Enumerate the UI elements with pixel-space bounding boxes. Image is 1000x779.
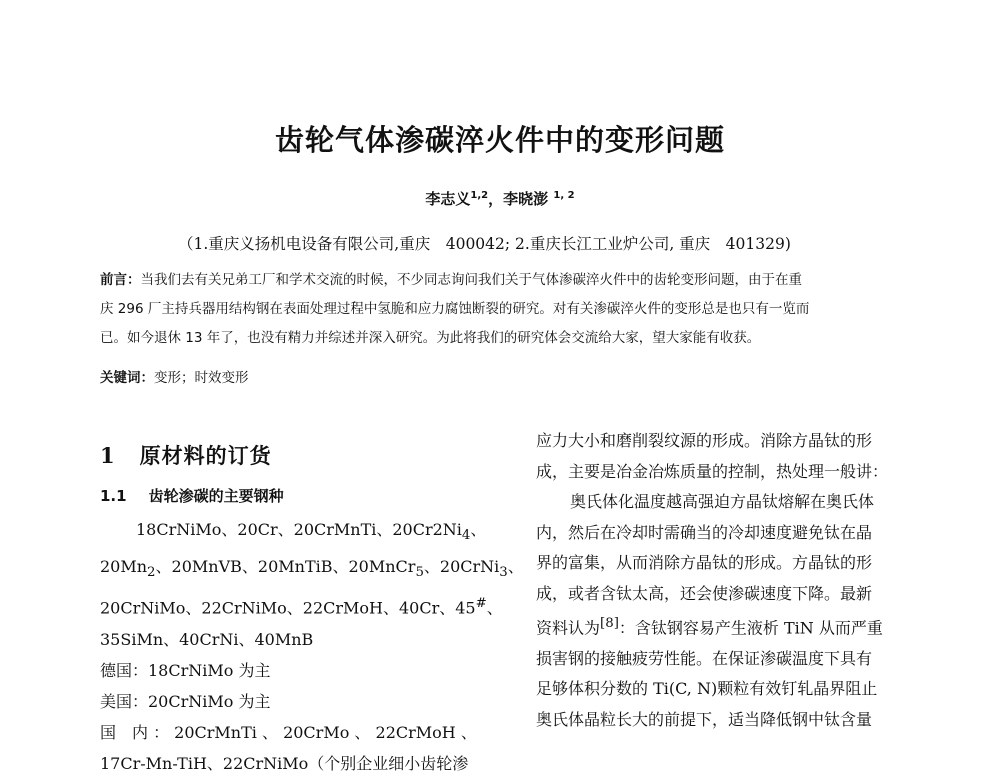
- text-line: 美国：20CrNiMo 为主: [100, 691, 271, 711]
- text-span: 、: [507, 557, 524, 577]
- abstract-line: 庆 296 厂主持兵器用结构钢在表面处理过程中氢脆和应力腐蚀断裂的研究。对有关渗碳淬火件的变形总是也只有一览而: [100, 301, 810, 317]
- text-line: 国 内 ： 20CrMnTi 、 20CrMo 、 22CrMoH 、: [100, 722, 477, 742]
- subscript: 2: [147, 565, 156, 581]
- section-number: 1: [100, 443, 116, 468]
- subsection-heading: [100, 485, 284, 506]
- author-name: 李晓澎: [503, 190, 549, 208]
- text-line: 35SiMn、40CrNi、40MnB: [100, 629, 314, 649]
- section-title: 原材料的订货: [139, 443, 272, 468]
- text-span: 18CrNiMo、20Cr、20CrMnTi、20Cr2Ni: [136, 520, 462, 539]
- text-span: 、20CrNi: [423, 557, 500, 577]
- text-line: [100, 514, 487, 551]
- text-line: 德国：18CrNiMo 为主: [100, 660, 271, 680]
- keywords: [100, 366, 249, 386]
- right-column: [536, 426, 918, 735]
- subsection-title: 齿轮渗碳的主要钢种: [148, 487, 284, 505]
- author-line: [0, 188, 1000, 209]
- left-column: [100, 514, 524, 779]
- text-line: 成，或者含钛太高，还会使渗碳速度下降。最新: [536, 583, 873, 603]
- text-line: [536, 609, 918, 644]
- text-line: [100, 551, 524, 588]
- affiliation: （1.重庆义扬机电设备有限公司,重庆 400042; 2.重庆长江工业炉公司, 重庆 401329): [178, 235, 791, 253]
- text-line: 奥氏体化温度越高强迫方晶钛熔解在奥氏体: [570, 492, 875, 511]
- abstract-line: 已。如今退休 13 年了，也没有精力并综述并深入研究。为此将我们的研究体会交流给大家，望大家能有收获。: [100, 330, 761, 346]
- text-line: 内，然后在冷却时需确当的冷却速度避免钛在晶: [536, 522, 873, 542]
- author-separator: ，: [488, 190, 504, 208]
- text-line: 成，主要是冶金冶炼质量的控制，热处理一般讲：: [536, 461, 889, 481]
- keywords-label: 关键词：: [100, 370, 154, 386]
- section-heading: [100, 440, 272, 470]
- text-span: 20Mn: [100, 557, 148, 577]
- paper-title: 齿轮气体渗碳淬火件中的变形问题: [274, 123, 725, 157]
- text-span: 、: [470, 520, 487, 539]
- subsection-number: 1.1: [100, 487, 127, 505]
- text-span: 20CrNiMo、22CrNiMo、22CrMoH、40Cr、45: [100, 598, 476, 618]
- superscript: #: [475, 596, 487, 612]
- text-span: 、20MnVB、20MnTiB、20MnCr: [155, 557, 416, 577]
- keywords-text: 变形；时效变形: [154, 370, 249, 386]
- author-affiliation-mark: 1, 2: [553, 190, 575, 201]
- abstract-label: 前言：: [100, 272, 141, 288]
- text-line: 足够体积分数的 Ti(C, N)颗粒有效钉轧晶界阻止: [536, 679, 878, 699]
- subscript: 4: [461, 528, 471, 544]
- text-line: 界的富集，从而消除方晶钛的形成。方晶钛的形: [536, 553, 873, 572]
- abstract: [100, 266, 918, 353]
- text-span: 资料认为: [536, 618, 601, 638]
- text-line: 损害钢的接触疲劳性能。在保证渗碳温度下具有: [536, 648, 873, 668]
- text-line: 应力大小和磨削裂纹源的形成。消除方晶钛的形: [536, 431, 873, 450]
- subscript: 5: [415, 565, 424, 581]
- text-span: ：含钛钢容易产生液析 TiN 从而严重: [618, 618, 883, 638]
- text-span: 、: [486, 598, 503, 618]
- author-affiliation-mark: 1,2: [470, 190, 489, 201]
- citation-ref: [8]: [600, 616, 619, 631]
- text-line: 奥氏体晶粒长大的前提下，适当降低钢中钛含量: [536, 709, 873, 729]
- abstract-line: [100, 266, 918, 295]
- subscript: 3: [499, 565, 508, 581]
- author-name: 李志义: [425, 190, 471, 208]
- text-line: 17Cr-Mn-TiH、22CrNiMo（个别企业细小齿轮渗: [100, 753, 469, 773]
- text-line: [100, 588, 503, 623]
- abstract-text: 当我们去有关兄弟工厂和学术交流的时候，不少同志询问我们关于气体渗碳淬火件中的齿轮变形问题，由于在重: [140, 272, 802, 288]
